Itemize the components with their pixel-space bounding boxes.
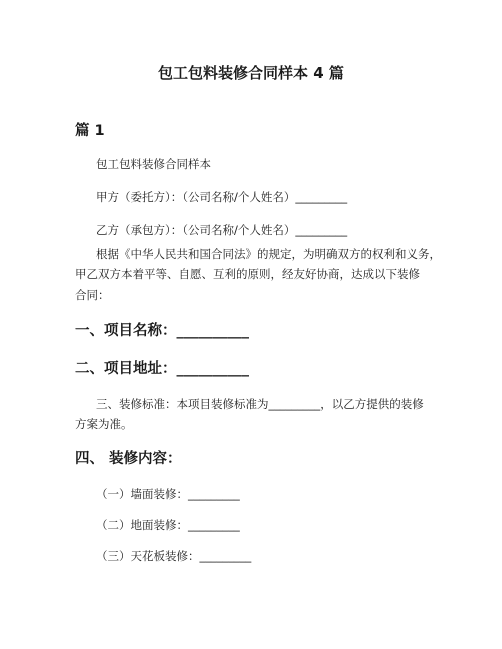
document-title: 包工包料装修合同样本 4 篇 xyxy=(158,64,344,82)
intro-paragraph-line-1: 根据《中华人民共和国合同法》的规定，为明确双方的权利和义务， xyxy=(96,247,441,261)
list-item: （三）天花板装修：_________ xyxy=(96,549,252,563)
part-heading: 篇 1 xyxy=(75,123,105,139)
clause-decoration-standard-line-1: 三、装修标准：本项目装修标准为_________，以乙方提供的装修 xyxy=(96,397,424,411)
clause-decoration-standard-line-2: 方案为准。 xyxy=(75,417,133,431)
contract-name: 包工包料装修合同样本 xyxy=(96,157,211,171)
list-item: （一）墙面装修：_________ xyxy=(96,487,240,501)
intro-paragraph-line-3: 合同： xyxy=(75,288,110,302)
list-item: （二）地面装修：_________ xyxy=(96,518,240,532)
section-project-name: 一、项目名称：__________ xyxy=(75,323,249,339)
section-project-address: 二、项目地址：__________ xyxy=(75,361,249,377)
party-b-line: 乙方（承包方）：（公司名称/个人姓名）_________ xyxy=(96,223,348,237)
section-decoration-content: 四、 装修内容： xyxy=(75,451,182,467)
party-a-line: 甲方（委托方）：（公司名称/个人姓名）_________ xyxy=(96,190,348,204)
intro-paragraph-line-2: 甲乙双方本着平等、自愿、互利的原则，经友好协商，达成以下装修 xyxy=(75,267,420,281)
